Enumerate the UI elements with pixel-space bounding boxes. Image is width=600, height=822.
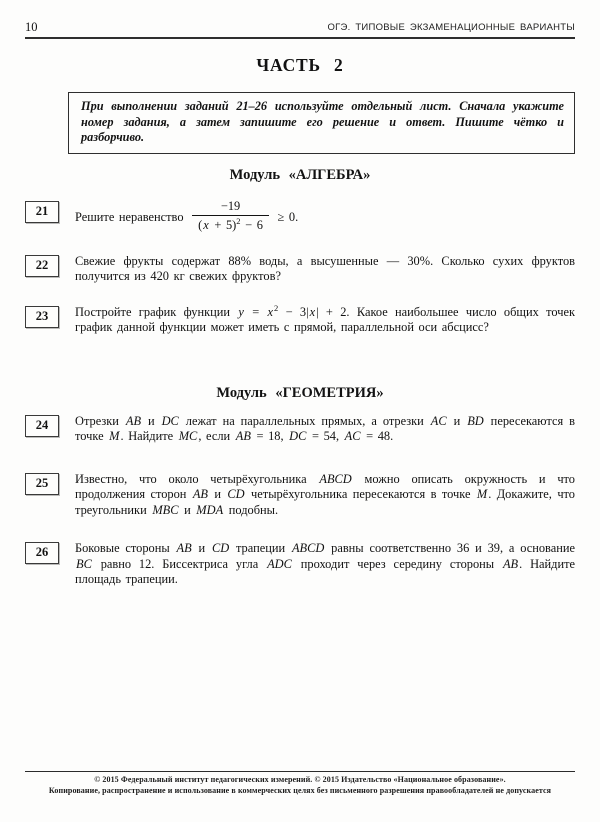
- problem-22-number-box: [25, 255, 59, 277]
- problem-21-number: 21: [35, 203, 49, 218]
- problem-21-row: [25, 200, 575, 234]
- problem-24-row: [25, 414, 575, 445]
- problem-22-row: [25, 254, 575, 285]
- page-footer: [25, 771, 575, 796]
- problem-21-number-box: [25, 201, 59, 223]
- instruction-box: При выполнении заданий 21–26 используйте отдельный лист. Сначала укажите номер задания, а затем запишите его решение и ответ. Пишите чётко и разборчиво.: [68, 92, 575, 154]
- module-title-geometry: Модуль «ГЕОМЕТРИЯ»: [216, 384, 384, 401]
- problem-26-number-box: [25, 542, 59, 564]
- problem-26-number: 26: [35, 545, 49, 560]
- page-number: 10: [25, 20, 38, 34]
- problem-23-row: [25, 302, 575, 336]
- problem-26-row: [25, 541, 575, 588]
- problem-25-number: 25: [35, 475, 49, 490]
- footer-copyright-line: © 2015 Федеральный институт педагогических измерений. © 2015 Издательство «Национальное образование».: [94, 775, 506, 784]
- module-title-algebra: Модуль «АЛГЕБРА»: [229, 166, 371, 183]
- problem-22-number: 22: [35, 257, 49, 272]
- problem-25-text: Известно, что около четырёхугольника ABCD можно описать окружность и что продолжения сторон AB и CD четырёхугольника пересекаются в точке M. Докажите, что треугольники MBC и MDA подобны.: [75, 471, 575, 517]
- problem-22-text: Свежие фрукты содержат 88% воды, а высушенные — 30%. Сколько сухих фруктов получится из 420 кг свежих фруктов?: [75, 253, 575, 284]
- part-title: ЧАСТЬ 2: [256, 55, 344, 75]
- problem-23-number-box: [25, 306, 59, 328]
- problem-23-text: Постройте график функции $y = x^2 - 3|x| + 2$. Какое наибольшее число общих точек график данной функции может иметь с прямой, параллельной оси абсцисс?: [75, 302, 575, 335]
- problem-24-number-box: [25, 415, 59, 437]
- problem-21-text: Решите неравенство $\frac{-19}{(x + 5)^2 - 6}$ ≥ 0.: [75, 199, 299, 233]
- problem-24-number: 24: [35, 417, 49, 432]
- problem-23-number: 23: [35, 308, 49, 323]
- problem-24-text: Отрезки AB и DC лежат на параллельных прямых, а отрезки AC и BD пересекаются в точке M. Найдите MC, если AB = 18, DC = 54, AC = 48.: [75, 413, 575, 444]
- fraction: $\frac{-19}{(x + 5)^2 - 6}$: [192, 200, 269, 232]
- page-header: [25, 0, 575, 39]
- problem-25-number-box: [25, 473, 59, 495]
- running-header-title: ОГЭ. ТИПОВЫЕ ЭКЗАМЕНАЦИОННЫЕ ВАРИАНТЫ: [327, 22, 575, 33]
- problem-26-text: Боковые стороны AB и CD трапеции ABCD равны соответственно 36 и 39, а основание BC равно 12. Биссектриса угла ADC проходит через середину стороны AB. Найдите площадь трапеции.: [75, 541, 576, 587]
- problem-25-row: [25, 472, 575, 519]
- footer-notice-line: Копирование, распространение и использование в коммерческих целях без письменного разрешения правообладателей не допускается: [48, 785, 552, 795]
